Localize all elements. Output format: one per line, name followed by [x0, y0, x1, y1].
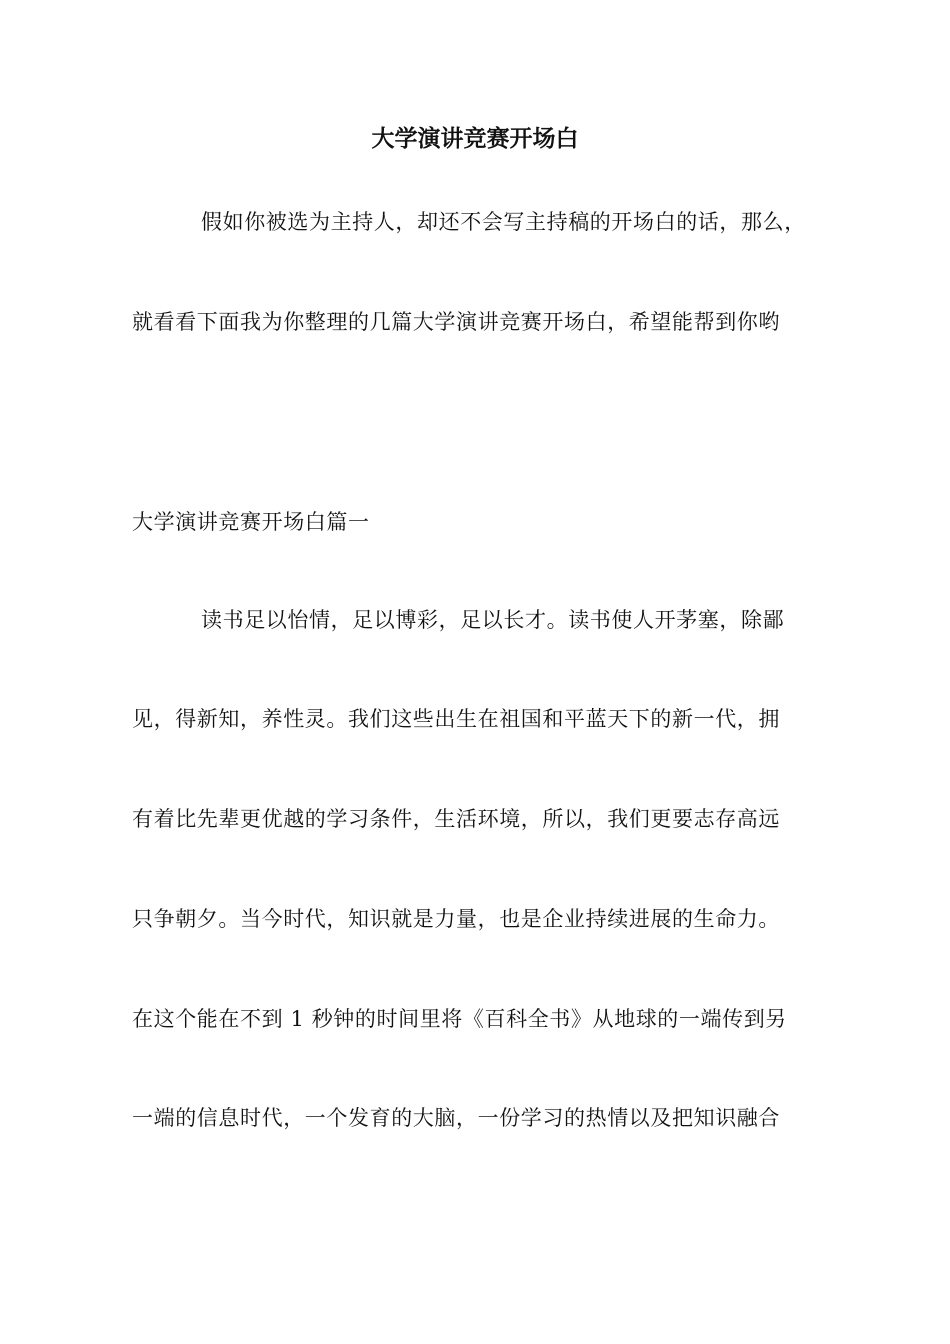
body-line-1: 读书足以怡情，足以博彩，足以长才。读书使人开茅塞，除鄙 — [201, 608, 785, 632]
section-heading: 大学演讲竞赛开场白篇一 — [132, 510, 370, 534]
intro-line-2: 就看看下面我为你整理的几篇大学演讲竞赛开场白，希望能帮到你哟 — [132, 310, 780, 334]
body-line-2: 见，得新知，养性灵。我们这些出生在祖国和平蓝天下的新一代，拥 — [132, 707, 780, 731]
document-title: 大学演讲竞赛开场白 — [371, 126, 579, 152]
intro-line-1: 假如你被选为主持人，却还不会写主持稿的开场白的话，那么， — [201, 210, 806, 234]
body-line-6: 一端的信息时代，一个发育的大脑，一份学习的热情以及把知识融合 — [132, 1106, 780, 1130]
body-line-3: 有着比先辈更优越的学习条件，生活环境，所以，我们更要志存高远 — [132, 807, 780, 831]
body-line-4: 只争朝夕。当今时代，知识就是力量，也是企业持续进展的生命力。 — [132, 907, 780, 931]
body-line-5: 在这个能在不到 1 秒钟的时间里将《百科全书》从地球的一端传到另 — [132, 1007, 787, 1031]
